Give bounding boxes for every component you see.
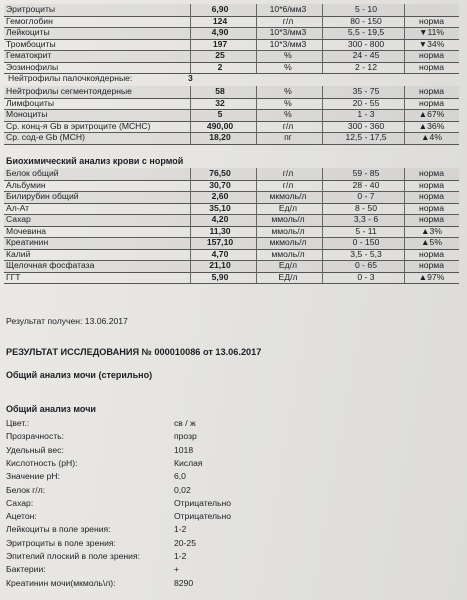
row-value: 157,10 (206, 237, 234, 247)
row-reference: 8 - 50 (355, 202, 377, 213)
table-divider (256, 86, 257, 144)
row-name: Эритроциты (6, 4, 56, 14)
row-name: Сахар (6, 214, 31, 224)
urine-value: 0,02 (174, 484, 191, 495)
table-divider (256, 168, 257, 283)
urine-value: св / ж (174, 418, 196, 428)
row-unit: ммоль/л (271, 225, 305, 236)
urine-label: Эритроциты в поле зрения: (6, 537, 116, 548)
row-value: 58 (215, 86, 225, 96)
row-reference: 300 - 360 (347, 120, 385, 131)
row-unit: 10*3/мм3 (269, 38, 307, 49)
table-divider (256, 4, 257, 73)
urine-label: Эпителий плоский в поле зрения: (6, 551, 141, 561)
row-value: 5 (217, 109, 223, 119)
row-flag: ▼34% (418, 38, 445, 49)
row-unit: г/л (282, 15, 294, 26)
urine-value: 20-25 (174, 537, 196, 548)
row-unit: ммоль/л (271, 214, 305, 224)
row-flag: ▲5% (421, 237, 442, 247)
row-unit: % (284, 86, 292, 96)
row-flag: норма (419, 248, 444, 259)
row-flag: ▲3% (421, 225, 442, 236)
row-value: 76,50 (209, 168, 231, 178)
row-name: Щелочная фосфатаза (6, 260, 95, 270)
row-unit: г/л (282, 179, 294, 190)
table-divider (322, 168, 323, 283)
row-flag: норма (419, 214, 444, 224)
row-flag: ▼11% (418, 27, 445, 37)
row-unit: % (284, 61, 292, 72)
urine-value: + (174, 564, 180, 575)
row-unit: 10*3/мм3 (269, 27, 307, 37)
table-divider (190, 168, 191, 283)
row-reference: 28 - 40 (352, 179, 380, 190)
row-reference: 0 - 3 (357, 271, 375, 282)
table-row (4, 132, 459, 145)
row-unit: % (284, 50, 292, 60)
row-value: 18,20 (209, 132, 231, 142)
row-unit: мкмоль/л (269, 191, 307, 201)
urine-row (4, 456, 404, 470)
urine-label: Сахар: (6, 497, 34, 508)
row-value: 490,00 (206, 120, 234, 131)
row-reference: 0 - 65 (355, 260, 377, 270)
row-reference: 24 - 45 (352, 50, 380, 60)
row-name: Калий (6, 248, 31, 259)
band-neutrophils-label: Нейтрофилы палочкоядерные: (8, 73, 133, 83)
urine-row (4, 549, 404, 563)
row-name: Билирубин общий (6, 191, 79, 201)
urine-row (4, 496, 404, 510)
row-name: Креатинин (6, 237, 49, 247)
row-flag: норма (419, 61, 444, 72)
row-unit: Ед/л (278, 202, 298, 213)
urine-value: 1018 (174, 444, 194, 455)
row-name: Нейтрофилы сегментоядерные (6, 86, 132, 96)
row-reference: 12,5 - 17,5 (345, 132, 387, 142)
urine-label: Удельный вес: (6, 444, 64, 455)
row-unit: мкмоль/л (269, 237, 307, 247)
row-unit: % (284, 97, 292, 108)
row-value: 197 (212, 38, 228, 49)
urine-row (4, 522, 404, 536)
row-flag: ▲4% (421, 132, 442, 142)
urine-label: Цвет.: (6, 418, 30, 428)
row-name: Альбумин (6, 179, 46, 190)
row-value: 35,10 (209, 202, 231, 213)
urine-value: Отрицательно (174, 497, 232, 508)
row-unit: ЕД/л (278, 271, 298, 282)
row-value: 2 (217, 61, 223, 72)
row-value: 2,60 (211, 191, 229, 201)
row-reference: 5 - 10 (355, 4, 377, 14)
row-reference: 0 - 150 (352, 237, 380, 247)
row-flag: норма (419, 191, 444, 201)
row-flag: ▲36% (418, 120, 445, 131)
row-flag: норма (419, 260, 444, 270)
table-divider (190, 86, 191, 144)
row-unit: ммоль/л (271, 248, 305, 259)
row-flag: ▲97% (418, 271, 445, 282)
urine-row (4, 416, 404, 430)
row-name: Моноциты (6, 109, 48, 119)
table-divider (322, 86, 323, 144)
row-value: 30,70 (209, 179, 231, 190)
row-name: Эозинофилы (6, 61, 59, 72)
row-reference: 20 - 55 (352, 97, 380, 108)
result-received: Результат получен: 13.06.2017 (6, 316, 128, 326)
urine-value: Кислая (174, 457, 203, 468)
row-unit: пг (284, 132, 292, 142)
row-reference: 0 - 7 (357, 191, 375, 201)
urine-row (4, 562, 404, 576)
row-flag: норма (419, 50, 444, 60)
row-name: Мочевина (6, 225, 46, 236)
urine-value: Отрицательно (174, 511, 232, 522)
row-reference: 3,5 - 5,3 (350, 248, 382, 259)
row-unit: 10*6/мм3 (269, 4, 307, 14)
row-flag: норма (419, 202, 444, 213)
row-unit: % (284, 109, 292, 119)
urine-row (4, 469, 404, 483)
row-reference: 5 - 11 (355, 225, 377, 236)
row-name: Лимфоциты (6, 97, 55, 108)
table-divider (404, 4, 405, 73)
row-flag: норма (419, 97, 444, 108)
row-value: 6,90 (211, 4, 229, 14)
urine-value: 1-2 (174, 524, 187, 535)
urine-label: Прозрачность: (6, 431, 65, 442)
urine-label: Бактерии: (6, 564, 46, 575)
row-flag: норма (419, 168, 444, 178)
urine-row (4, 509, 404, 523)
table-divider (404, 86, 405, 144)
row-name: Лейкоциты (6, 27, 50, 37)
row-flag: ▲67% (418, 109, 445, 119)
urine-value: 6,0 (174, 471, 186, 482)
urine-label: Значение рН: (6, 471, 60, 482)
row-reference: 3,3 - 6 (353, 214, 379, 224)
row-name: Гематокрит (6, 50, 52, 60)
urine-title: Общий анализ мочи (6, 404, 96, 414)
table-divider (322, 4, 323, 73)
row-name: Тромбоциты (6, 38, 56, 49)
row-name: Гемоглобин (6, 15, 53, 26)
row-flag: норма (419, 86, 444, 96)
urine-row (4, 483, 404, 497)
row-unit: Ед/л (278, 260, 298, 270)
row-name: ГГТ (6, 271, 21, 282)
row-reference: 5,5 - 19,5 (347, 27, 385, 37)
urine-value: прозр (174, 431, 197, 442)
row-value: 4,20 (211, 214, 229, 224)
biochem-title: Биохимический анализ крови с нормой (6, 156, 184, 166)
row-name: Ср. сод-е Gb (МСН) (6, 132, 85, 142)
table-divider (404, 168, 405, 283)
row-value: 5,90 (211, 271, 229, 282)
row-value: 4,90 (211, 27, 229, 37)
row-reference: 35 - 75 (352, 86, 380, 96)
urine-row (4, 443, 404, 457)
result-heading: РЕЗУЛЬТАТ ИССЛЕДОВАНИЯ № 000010086 от 13.06.2017 (6, 347, 262, 357)
row-reference: 80 - 150 (350, 15, 382, 26)
row-unit: г/л (282, 168, 294, 178)
urine-title-sterile: Общий анализ мочи (стерильно) (6, 370, 153, 380)
row-reference: 59 - 85 (352, 168, 380, 178)
row-value: 32 (215, 97, 225, 108)
row-value: 11,30 (209, 225, 231, 236)
urine-label: Кислотность (рН): (6, 457, 78, 468)
band-neutrophils-value: 3 (188, 73, 193, 83)
urine-label: Ацетон: (6, 511, 37, 522)
urine-row (4, 576, 404, 590)
urine-row (4, 429, 404, 443)
row-reference: 1 - 3 (357, 109, 375, 119)
urine-label: Креатинин мочи(мкмоль\л): (6, 577, 116, 588)
row-flag: норма (419, 179, 444, 190)
urine-label: Белок г/л: (6, 484, 46, 495)
row-name: Ср. конц-я Gb в эритроците (МСНС) (6, 120, 151, 131)
row-reference: 300 - 800 (347, 38, 385, 49)
row-name: Белок общий (6, 168, 59, 178)
row-value: 124 (212, 15, 228, 26)
table-divider (190, 4, 191, 73)
urine-value: 8290 (174, 577, 194, 588)
urine-label: Лейкоциты в поле зрения: (6, 524, 111, 535)
row-value: 21,10 (209, 260, 231, 270)
urine-value: 1-2 (174, 551, 187, 561)
table-row (4, 272, 459, 285)
row-flag: норма (419, 15, 444, 26)
row-name: Ал-Ат (6, 202, 30, 213)
urine-row (4, 536, 404, 550)
row-value: 4,70 (211, 248, 229, 259)
row-value: 25 (215, 50, 225, 60)
row-unit: г/л (282, 120, 294, 131)
row-reference: 2 - 12 (355, 61, 377, 72)
